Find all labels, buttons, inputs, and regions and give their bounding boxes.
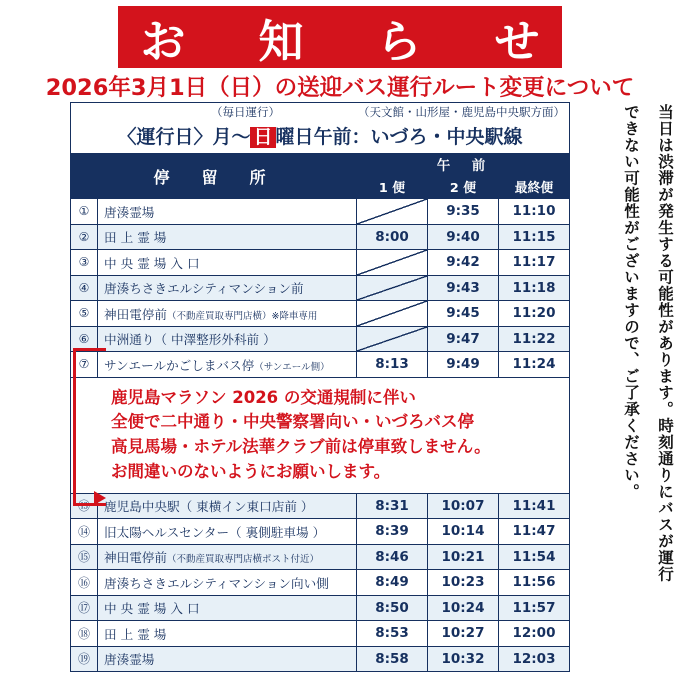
table-main-heading bbox=[70, 123, 570, 153]
stop-name bbox=[98, 519, 357, 545]
notice-row bbox=[71, 377, 570, 493]
heading-part-right: 曜日午前：いづろ・中央駅線 bbox=[275, 127, 523, 148]
departure-time-2: 10:14 bbox=[428, 519, 499, 545]
departure-time-2: 10:32 bbox=[428, 646, 499, 672]
heading-sunday-badge: 日 bbox=[250, 127, 275, 148]
notice-line: 高見馬場・ホテル法華クラブ前は停車致しません。 bbox=[111, 437, 491, 456]
departure-time-3: 11:47 bbox=[499, 519, 570, 545]
departure-time-2: 9:49 bbox=[428, 352, 499, 378]
row-number: ⑯ bbox=[71, 570, 98, 596]
row-number: ② bbox=[71, 224, 98, 250]
departure-time-2: 10:24 bbox=[428, 595, 499, 621]
stop-name-main: 中 央 霊 場 入 口 bbox=[104, 255, 200, 271]
row-number: ④ bbox=[71, 275, 98, 301]
notice-arrow-icon bbox=[94, 491, 106, 505]
departure-time-1: 8:13 bbox=[357, 352, 428, 378]
side-note-right: 当日は渋滞が発生する可能性があります。時刻通りにバスが運行 bbox=[656, 104, 674, 583]
stop-name bbox=[98, 595, 357, 621]
row-number: ⑲ bbox=[71, 646, 98, 672]
note-direction: （天文館・山形屋・鹿児島中央駅方面） bbox=[358, 107, 565, 119]
stop-name bbox=[98, 250, 357, 276]
stop-name bbox=[98, 224, 357, 250]
table-row bbox=[71, 199, 570, 225]
departure-time-2: 9:45 bbox=[428, 301, 499, 327]
note-daily-operation: （毎日運行） bbox=[211, 107, 280, 119]
row-number: ① bbox=[71, 199, 98, 225]
departure-time-2: 10:07 bbox=[428, 493, 499, 519]
departure-time-1: 8:50 bbox=[357, 595, 428, 621]
table-row bbox=[71, 595, 570, 621]
departure-time-3: 11:41 bbox=[499, 493, 570, 519]
stop-name-main: 中 央 霊 場 入 口 bbox=[104, 601, 200, 617]
stop-name-note: （サンエール側） bbox=[254, 361, 330, 373]
departure-time-3: 11:22 bbox=[499, 326, 570, 352]
stop-name-main: 神田電停前 bbox=[104, 306, 167, 322]
stop-name bbox=[98, 621, 357, 647]
departure-time-3: 12:00 bbox=[499, 621, 570, 647]
stop-name-main: 中洲通り（ 中澤整形外科前 ） bbox=[104, 332, 276, 348]
table-row bbox=[71, 646, 570, 672]
th-trip-2: 2 便 bbox=[428, 175, 499, 199]
table-row bbox=[71, 621, 570, 647]
departure-time-1 bbox=[357, 250, 428, 276]
table-row bbox=[71, 275, 570, 301]
stop-name bbox=[98, 544, 357, 570]
notice-line: 全便で二中通り・中央警察署向い・いづろバス停 bbox=[111, 412, 474, 432]
table-row bbox=[71, 250, 570, 276]
row-number: ⑦ bbox=[71, 352, 98, 378]
stop-name-main: 唐湊ちさきエルシティマンション向い側 bbox=[104, 575, 329, 591]
th-trip-1: 1 便 bbox=[357, 175, 428, 199]
row-number: ⑤ bbox=[71, 301, 98, 327]
timetable-panel bbox=[70, 102, 570, 672]
departure-time-3: 11:57 bbox=[499, 595, 570, 621]
departure-time-2: 10:27 bbox=[428, 621, 499, 647]
th-stop: 停 留 所 bbox=[71, 154, 357, 199]
row-number: ⑱ bbox=[71, 621, 98, 647]
departure-time-1 bbox=[357, 326, 428, 352]
row-number: ⑰ bbox=[71, 595, 98, 621]
stop-name-main: 田 上 霊 場 bbox=[104, 626, 167, 642]
departure-time-3: 11:15 bbox=[499, 224, 570, 250]
row-number: ⑬ bbox=[71, 493, 98, 519]
departure-time-2: 9:35 bbox=[428, 199, 499, 225]
departure-time-3: 11:24 bbox=[499, 352, 570, 378]
table-row bbox=[71, 519, 570, 545]
departure-time-3: 11:54 bbox=[499, 544, 570, 570]
stop-name-main: 唐湊霊場 bbox=[104, 204, 155, 220]
departure-time-2: 10:23 bbox=[428, 570, 499, 596]
stop-name bbox=[98, 326, 357, 352]
stop-name-main: サンエールかごしまバス停 bbox=[104, 357, 255, 373]
side-note-left: できない可能性がございますので、ご了承ください。 bbox=[622, 104, 640, 500]
stop-name bbox=[98, 301, 357, 327]
stop-name-main: 唐湊霊場 bbox=[104, 652, 155, 668]
table-row bbox=[71, 352, 570, 378]
announcement-banner bbox=[118, 6, 562, 68]
stop-name-note: （不動産買取専門店横ポスト付近） bbox=[166, 554, 319, 566]
table-row bbox=[71, 301, 570, 327]
departure-time-1: 8:39 bbox=[357, 519, 428, 545]
departure-time-2: 10:21 bbox=[428, 544, 499, 570]
stop-name bbox=[98, 275, 357, 301]
row-number: ⑥ bbox=[71, 326, 98, 352]
row-number: ⑭ bbox=[71, 519, 98, 545]
departure-time-1: 8:00 bbox=[357, 224, 428, 250]
departure-time-1: 8:31 bbox=[357, 493, 428, 519]
notice-line: 鹿児島マラソン 2026 の交通規制に伴い bbox=[111, 387, 416, 407]
stop-name bbox=[98, 646, 357, 672]
departure-time-3: 11:10 bbox=[499, 199, 570, 225]
departure-time-3: 11:20 bbox=[499, 301, 570, 327]
table-row bbox=[71, 326, 570, 352]
stop-name-main: 旧太陽ヘルスセンター（ 裏側駐車場 ） bbox=[104, 524, 326, 540]
stop-name-main: 唐湊ちさきエルシティマンション前 bbox=[104, 281, 304, 297]
page-subtitle: 2026年3月1日（日）の送迎バス運行ルート変更について bbox=[45, 75, 635, 101]
departure-time-3: 12:03 bbox=[499, 646, 570, 672]
table-row bbox=[71, 224, 570, 250]
table-row bbox=[71, 544, 570, 570]
table-top-note bbox=[70, 102, 570, 123]
departure-time-3: 11:18 bbox=[499, 275, 570, 301]
departure-time-1 bbox=[357, 301, 428, 327]
departure-time-3: 11:56 bbox=[499, 570, 570, 596]
departure-time-2: 9:42 bbox=[428, 250, 499, 276]
th-trip-last: 最終便 bbox=[499, 175, 570, 199]
stop-name-note: （不動産買取専門店横）※降車専用 bbox=[166, 310, 318, 322]
departure-time-1 bbox=[357, 199, 428, 225]
heading-part-left: 〈運行日〉月～ bbox=[117, 127, 251, 148]
stop-name bbox=[98, 199, 357, 225]
table-row bbox=[71, 493, 570, 519]
departure-time-1: 8:53 bbox=[357, 621, 428, 647]
departure-time-2: 9:43 bbox=[428, 275, 499, 301]
notice-line: お間違いのないようにお願いします。 bbox=[111, 461, 391, 481]
table-header-row-1 bbox=[71, 154, 570, 175]
row-number: ⑮ bbox=[71, 544, 98, 570]
departure-time-2: 9:47 bbox=[428, 326, 499, 352]
table-row bbox=[71, 570, 570, 596]
departure-time-3: 11:17 bbox=[499, 250, 570, 276]
departure-time-2: 9:40 bbox=[428, 224, 499, 250]
departure-time-1: 8:46 bbox=[357, 544, 428, 570]
stop-name-main: 神田電停前 bbox=[104, 550, 167, 566]
stop-name-main: 田 上 霊 場 bbox=[104, 230, 167, 246]
banner-title: お 知 ら せ bbox=[140, 14, 554, 68]
th-morning: 午 前 bbox=[357, 154, 570, 175]
departure-time-1: 8:58 bbox=[357, 646, 428, 672]
route-change-notice bbox=[71, 377, 570, 493]
notice-bracket bbox=[73, 348, 106, 506]
stop-name bbox=[98, 352, 357, 378]
stop-name bbox=[98, 493, 357, 519]
stop-name bbox=[98, 570, 357, 596]
stop-name-main: 鹿児島中央駅（ 東横イン東口店前 ） bbox=[104, 499, 314, 515]
bus-timetable bbox=[70, 153, 570, 672]
row-number: ③ bbox=[71, 250, 98, 276]
departure-time-1 bbox=[357, 275, 428, 301]
departure-time-1: 8:49 bbox=[357, 570, 428, 596]
